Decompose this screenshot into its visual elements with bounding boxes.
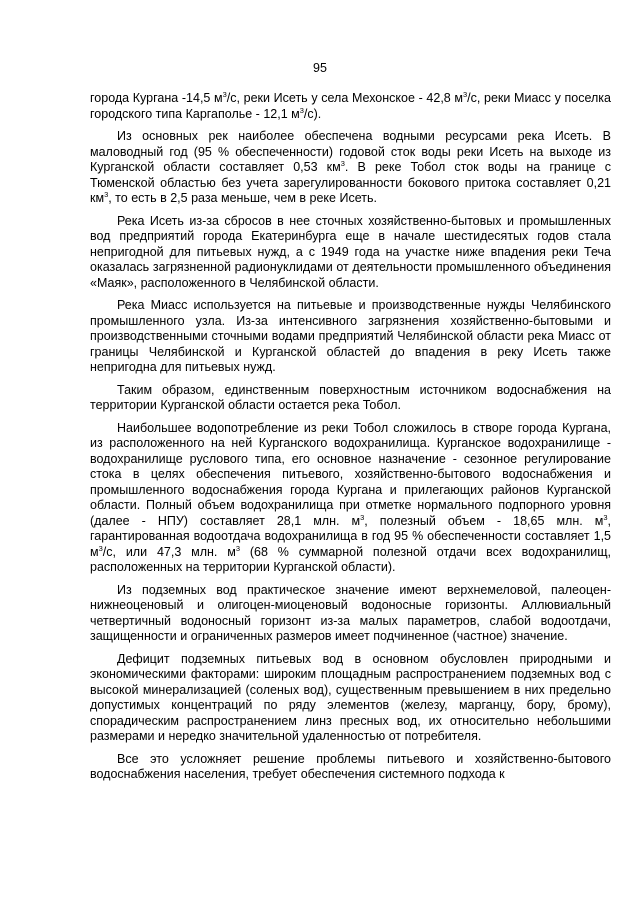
paragraph-4: Река Миасс используется на питьевые и производственные нужды Челябинского промышленного узла. Из-за интенсивного загрязнения хозяйственно-бытовыми и производственными сточными водами предприятий Челябинской области река Миасс от границы Челябинской и Курганской областей до впадения в реку Исеть также непригодна для питьевых нужд. [90, 298, 611, 374]
text-body [90, 91, 611, 783]
paragraph-1: города Кургана -14,5 $м^3/с$, реки Исеть у села Мехонское - 42,8 $м^3/с$, реки Миасс у поселка городского типа Каргаполье - 12,1 $м^3/с$). [90, 89, 611, 121]
page-number: 95 [313, 61, 327, 75]
paragraph-8: Дефицит подземных питьевых вод в основном обусловлен природными и экономическими факторами: широким площадным распространением подземных вод с высокой минерализацией (соленых вод), существенным превышением в них предельно допустимых концентраций по ряду элементов (железу, марганцу, бору, брому), спорадическим распространением линз пресных вод, их относительно небольшими размерами и нередко значительной удаленностью от потребителя. [90, 651, 611, 743]
paragraph-5: Таким образом, единственным поверхностным источником водоснабжения на территории Курганской области остается река Тобол. [90, 382, 611, 412]
paragraph-6: Наибольшее водопотребление из реки Тобол сложилось в створе города Кургана, из расположенного на ней Курганского водохранилища. Курганское водохранилище - водохранилище руслового типа, его основное назначение - сезонное регулирование стока в целях обеспечения питьевого, хозяйственно-бытового водоснабжения и промышленного водоснабжения города Кургана и прилегающих районов Курганской области. Полный объем водохранилища при отметке нормального подпорного уровня (далее - НПУ) составляет 28,1 млн. $м^3$, полезный объем - 18,65 млн. $м^3$, гарантированная водоотдача водохранилища в год 95 % обеспеченности составляет 1,5 $м^3/с$, или 47,3 млн. $м^3$ (68 % суммарной полезной отдачи всех водохранилищ, расположенных на территории Курганской области). [90, 420, 612, 574]
paragraph-9: Все это усложняет решение проблемы питьевого и хозяйственно-бытового водоснабжения населения, требует обеспечения системного подхода к [90, 751, 611, 781]
paragraph-3: Река Исеть из-за сбросов в нее сточных хозяйственно-бытовых и промышленных вод предприятий города Екатеринбурга еще в начале шестидесятых годов стала непригодной для питьевых нужд, а с 1949 года на участке ниже впадения реки Теча оказалась загрязненной радионуклидами от деятельности промышленного объединения «Маяк», расположенного в Челябинской области. [90, 213, 611, 290]
paragraph-2: Из основных рек наиболее обеспечена водными ресурсами река Исеть. В маловодный год (95 % обеспеченности) годовой сток воды реки Исеть на выходе из Курганской области составляет 0,53 $км^3$. В реке Тобол сток воды на границе с Тюменской областью без учета зарегулированности бокового притока составляет 0,21 $км^3$, то есть в 2,5 раза меньше, чем в реке Исеть. [90, 129, 612, 205]
paragraph-7: Из подземных вод практическое значение имеют верхнемеловой, палеоцен-нижнеоценовый и олигоцен-миоценовый водоносные горизонты. Аллювиальный четвертичный водоносный горизонт из-за малых параметров, слабой водоотдачи, защищенности и ограниченных размеров имеет подчиненное (частное) значение. [90, 582, 611, 643]
